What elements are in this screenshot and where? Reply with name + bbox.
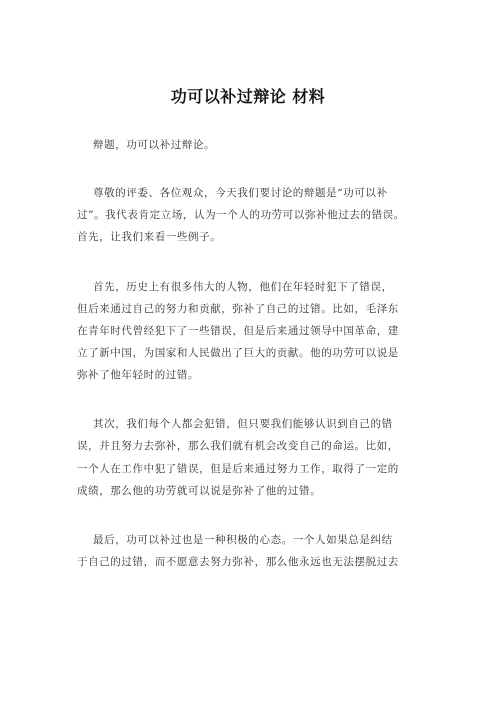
- paragraph-1-line-1: 辩题，功可以补过辩论。: [93, 139, 216, 151]
- paragraph-4-line-2: 误，并且努力去弥补，那么我们就有机会改变自己的命运。比如，: [77, 440, 399, 452]
- paragraph-3-line-2: 但后来通过自己的努力和贡献，弥补了自己的过错。比如，毛泽东: [77, 303, 399, 315]
- paragraph-2-line-2: 过”。我代表肯定立场，认为一个人的功劳可以弥补他过去的错误。: [77, 209, 405, 221]
- paragraph-2-line-1: 尊敬的评委、各位观众，今天我们要讨论的辩题是“功可以补: [93, 187, 388, 199]
- paragraph-2-line-3: 首先，让我们来看一些例子。: [77, 231, 222, 243]
- paragraph-5-line-2: 于自己的过错，而不愿意去努力弥补，那么他永远也无法摆脱过去: [77, 556, 399, 568]
- paragraph-4-line-3: 一个人在工作中犯了错误，但是后来通过努力工作，取得了一定的: [77, 463, 399, 475]
- paragraph-4-line-4: 成绩，那么他的功劳就可以说是弥补了他的过错。: [77, 485, 322, 497]
- paragraph-4-line-1: 其次，我们每个人都会犯错，但只要我们能够认识到自己的错: [93, 418, 393, 430]
- paragraph-5-line-1: 最后，功可以补过也是一种积极的心态。一个人如果总是纠结: [93, 534, 393, 546]
- paragraph-3-line-3: 在青年时代曾经犯下了一些错误，但是后来通过领导中国革命，建: [77, 325, 399, 337]
- paragraph-3-line-1: 首先，历史上有很多伟大的人物，他们在年轻时犯下了错误，: [93, 281, 393, 293]
- paragraph-3-line-5: 弥补了他年轻时的过错。: [77, 369, 200, 381]
- document-title: 功可以补过辩论 材料: [170, 87, 326, 106]
- paragraph-3-line-4: 立了新中国，为国家和人民做出了巨大的贡献。他的功劳可以说是: [77, 347, 399, 359]
